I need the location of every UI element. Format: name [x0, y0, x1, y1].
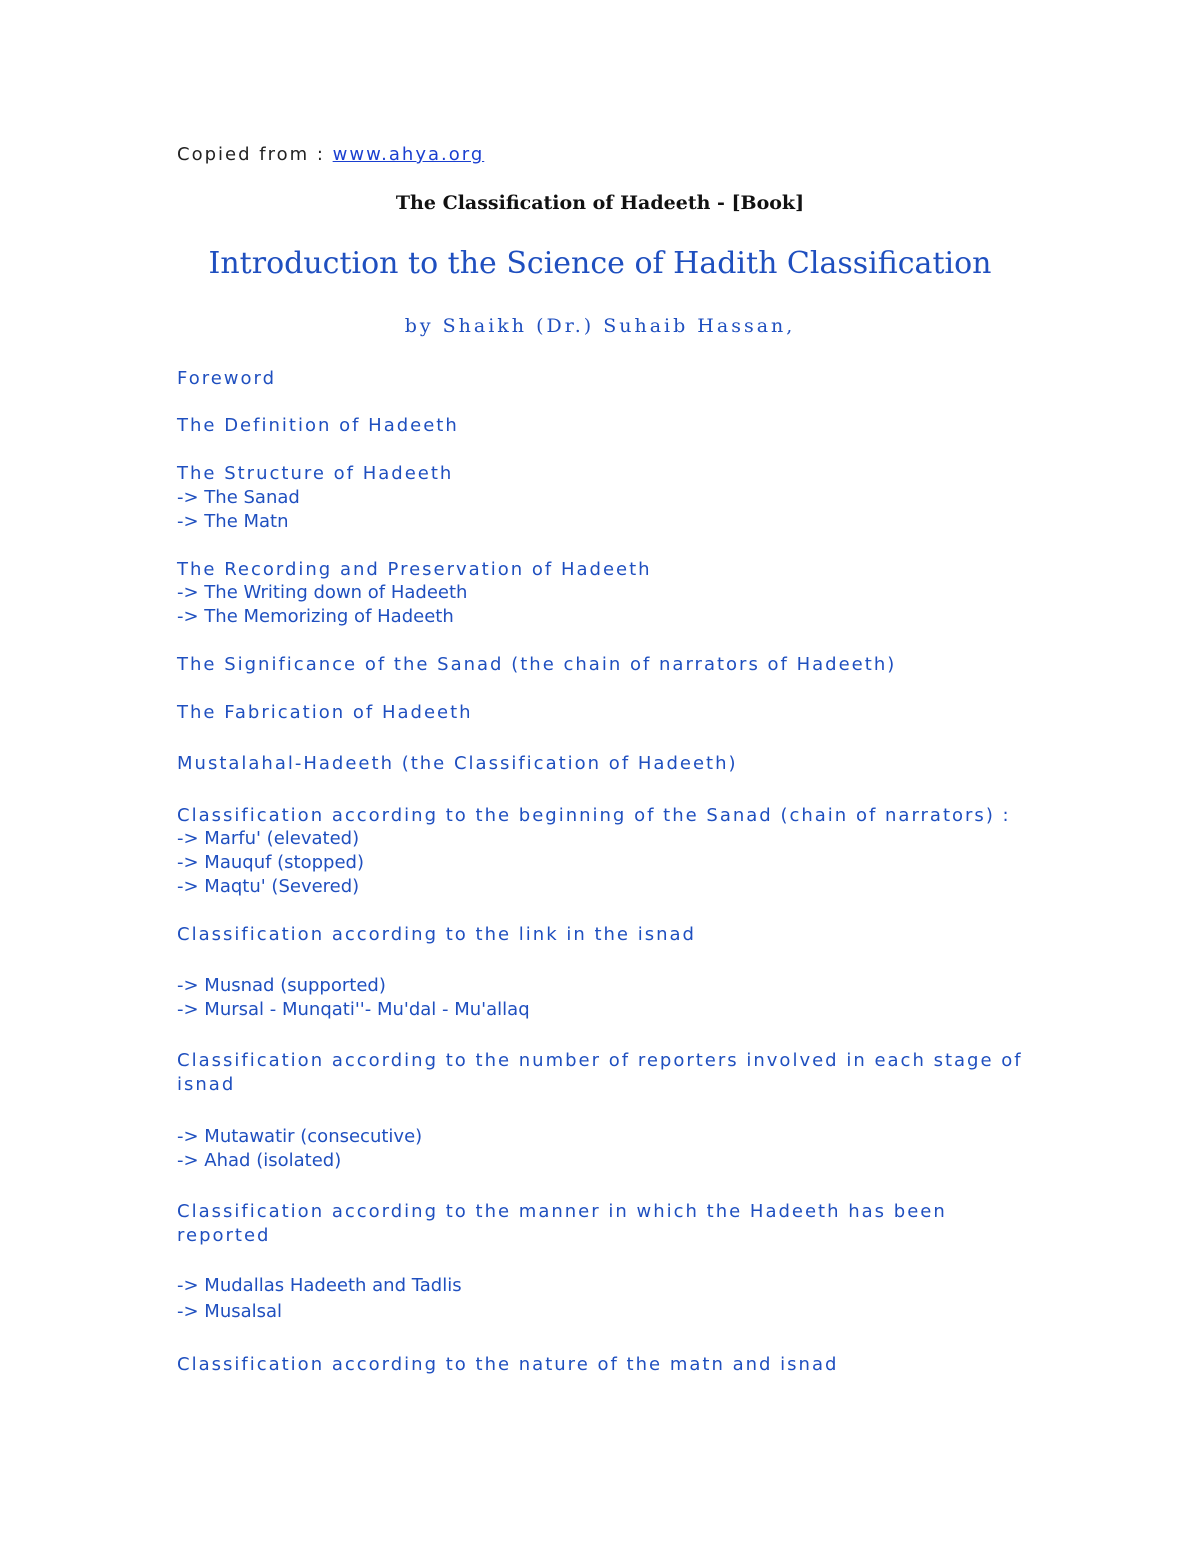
main-title: Introduction to the Science of Hadith Classification [208, 246, 992, 281]
toc-link-significance[interactable]: The Significance of the Sanad (the chain of narrators of Hadeeth) [177, 654, 897, 675]
toc-link-class-manner[interactable]: Classification according to the manner in which the Hadeeth has been reported [177, 1201, 947, 1246]
toc-link-class-link[interactable]: Classification according to the link in the isnad [177, 924, 696, 945]
toc-link-mustalah[interactable]: Mustalahal-Hadeeth (the Classification of Hadeeth) [177, 753, 738, 774]
toc-link-definition[interactable]: The Definition of Hadeeth [177, 415, 459, 436]
byline: by Shaikh (Dr.) Suhaib Hassan, [404, 315, 796, 337]
toc-link-class-nature[interactable]: Classification according to the nature of the matn and isnad [177, 1354, 839, 1375]
toc-link-foreword[interactable]: Foreword [177, 368, 277, 389]
toc-subitem-writing[interactable]: -> The Writing down of Hadeeth [177, 582, 468, 603]
toc-subitem-marfu[interactable]: -> Marfu' (elevated) [177, 828, 360, 849]
toc-subitem-sanad[interactable]: -> The Sanad [177, 487, 300, 508]
toc-subitem-mudallas[interactable]: -> Mudallas Hadeeth and Tadlis [177, 1275, 462, 1296]
toc-subitem-musnad[interactable]: -> Musnad (supported) [177, 975, 386, 996]
toc-subitem-musalsal[interactable]: -> Musalsal [177, 1301, 283, 1322]
source-line [177, 143, 484, 167]
toc-subitem-memorizing[interactable]: -> The Memorizing of Hadeeth [177, 606, 454, 627]
toc-subitem-matn[interactable]: -> The Matn [177, 511, 289, 532]
toc-link-fabrication[interactable]: The Fabrication of Hadeeth [177, 702, 473, 723]
source-prefix: Copied from : [177, 144, 333, 165]
toc-link-class-beginning[interactable]: Classification according to the beginning of the Sanad (chain of narrators) : [177, 805, 1011, 826]
toc-subitem-mursal[interactable]: -> Mursal - Munqati''- Mu'dal - Mu'allaq [177, 999, 530, 1020]
toc-subitem-mauquf[interactable]: -> Mauquf (stopped) [177, 852, 365, 873]
toc-link-structure[interactable]: The Structure of Hadeeth [177, 463, 454, 484]
toc-link-recording[interactable]: The Recording and Preservation of Hadeeth [177, 559, 652, 580]
toc-subitem-ahad[interactable]: -> Ahad (isolated) [177, 1150, 342, 1171]
toc-subitem-maqtu[interactable]: -> Maqtu' (Severed) [177, 876, 360, 897]
toc-subitem-mutawatir[interactable]: -> Mutawatir (consecutive) [177, 1126, 423, 1147]
book-title: The Classification of Hadeeth - [Book] [395, 192, 805, 214]
source-link[interactable]: www.ahya.org [332, 144, 485, 165]
toc-link-class-number[interactable]: Classification according to the number of reporters involved in each stage of isnad [177, 1050, 1023, 1095]
